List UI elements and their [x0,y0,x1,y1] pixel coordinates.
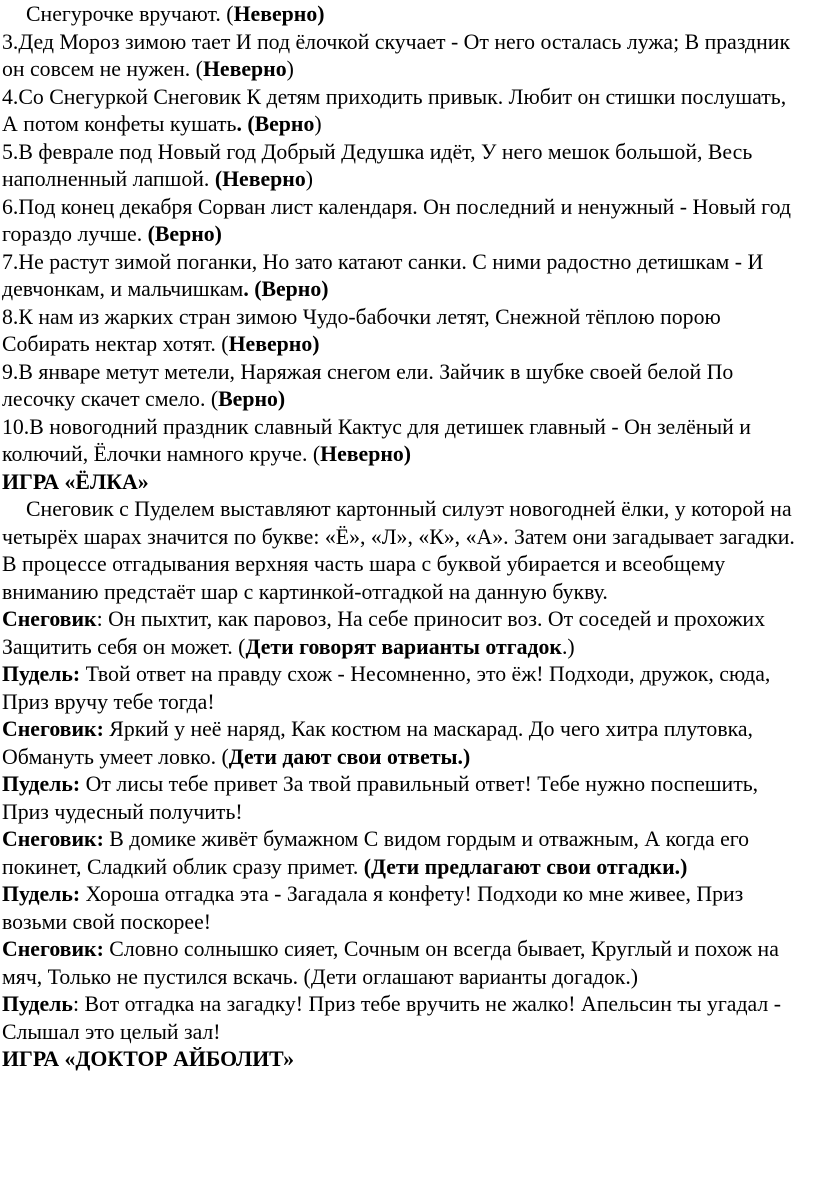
line-tail: .) [561,634,575,659]
quiz-text: 5.В феврале под Новый год Добрый Дедушка идёт, У него мешок большой, Весь наполненный лапшой. [2,139,753,191]
quiz-item-7 [2,249,806,304]
line-text: В домике живёт бумажном С видом гордым и отважным, А когда его покинет, Сладкий облик сразу примет. [2,827,750,879]
stage-note: Дети дают свои ответы.) [228,744,471,769]
speaker-name: Снеговик: [2,937,104,961]
line-text: Вот отгадка на загадку! Приз тебе вручить не жалко! Апельсин ты угадал - Слышал это целый зал! [2,992,782,1044]
quiz-text: 6.Под конец декабря Сорван лист календаря. Он последний и ненужный - Новый год гораздо лучше. [2,194,791,246]
speaker-name: Пудель: [2,772,81,796]
quiz-verdict: Неверно) [320,442,412,466]
dialogue-line [2,716,806,771]
line-text: От лисы тебе привет За твой правильный ответ! Тебе нужно поспешить, Приз чудесный получить! [2,772,759,824]
dialogue-line [2,991,806,1046]
quiz-item-8 [2,304,806,359]
speaker-name: Снеговик: [2,827,104,851]
line-text: Твой ответ на правду схож - Несомненно, это ёж! Подходи, дружок, сюда, Приз вручу тебе тогда! [2,662,771,714]
game-intro: Снеговик с Пуделем выставляют картонный силуэт новогодней ёлки, у которой на четырёх шарах значится по букве: «Ё», «Л», «К», «А». Затем они загадывает загадки. В процессе отгадывания верхняя часть шара с буквой убирается и всеобщему вниманию предстаёт шар с картинкой-отгадкой на данную букву. [2,497,795,604]
quiz-verdict: Неверно [202,57,287,81]
line-text: Яркий у неё наряд, Как костюм на маскарад. До чего хитра плутовка, Обмануть умеет ловко. ( [2,717,753,769]
line-text: Он пыхтит, как паровоз, На себе приносит воз. От соседей и прохожих Защитить себя он может. ( [2,607,765,659]
quiz-verdict: (Верно) [147,222,222,246]
quiz-item-2 [2,1,806,29]
speaker-separator: : [72,992,85,1016]
speaker-name: Пудель: [2,662,81,686]
speaker-name: Снеговик: [2,717,104,741]
quiz-text: 4.Со Снегуркой Снеговик К детям приходить привык. Любит он стишки послушать, А потом конфеты кушать [2,84,787,136]
dialogue-line [2,771,806,826]
section-heading-game-elka: ИГРА «ЁЛКА» [2,469,149,494]
quiz-verdict-close: ) [314,112,322,136]
dialogue-line [2,881,806,936]
dialogue-line [2,826,806,881]
quiz-text: 7.Не растут зимой поганки, Но зато катают санки. С ними радостно детишкам - И девчонкам, и мальчишкам [2,249,764,301]
quiz-verdict-close: ) [305,167,313,191]
quiz-text: 3.Дед Мороз зимою тает И под ёлочкой скучает - От него осталась лужа; В праздник он совсем не нужен. ( [2,29,791,81]
quiz-verdict-close: ) [286,57,294,81]
quiz-item-6 [2,194,806,249]
quiz-text: Снегурочке вручают. ( [26,2,234,26]
line-text: Хороша отгадка эта - Загадала я конфету! Подходи ко мне живее, Приз возьми свой поскорее! [2,882,744,934]
speaker-separator: : [96,607,109,631]
quiz-verdict: Неверно [233,2,318,26]
quiz-item-3 [2,29,806,84]
speaker-name: Пудель [2,992,73,1016]
quiz-text: 8.К нам из жарких стран зимою Чудо-бабочки летят, Снежной тёплою порою Собирать нектар хотят. ( [2,304,721,356]
quiz-verdict: . (Верно) [243,277,329,301]
stage-note: Дети говорят варианты отгадок [245,634,562,659]
quiz-text: 10.В новогодний праздник славный Кактус для детишек главный - Он зелёный и колючий, Ёлочки намного круче. ( [2,414,751,466]
speaker-name: Снеговик [2,607,97,631]
quiz-text: 9.В январе метут метели, Наряжая снегом ели. Зайчик в шубке своей белой По лесочку скачет смело. ( [2,359,734,411]
quiz-verdict: Неверно) [228,332,320,356]
quiz-item-10 [2,414,806,469]
quiz-item-5 [2,139,806,194]
quiz-item-9 [2,359,806,414]
speaker-name: Пудель: [2,882,81,906]
quiz-verdict: . (Верно [236,112,315,136]
dialogue-line [2,606,806,661]
quiz-verdict: Верно) [218,387,286,411]
section-heading-game-aibolit: ИГРА «ДОКТОР АЙБОЛИТ» [2,1047,295,1071]
dialogue-line [2,936,806,991]
dialogue-line [2,661,806,716]
quiz-verdict-close: ) [317,2,325,26]
quiz-verdict: (Неверно [214,167,306,191]
stage-note: (Дети предлагают свои отгадки.) [363,854,688,879]
line-text: Словно солнышко сияет, Сочным он всегда бывает, Круглый и похож на мяч, Только не пустился вскачь. (Дети оглашают варианты догадок.) [2,937,779,989]
quiz-item-4 [2,84,806,139]
